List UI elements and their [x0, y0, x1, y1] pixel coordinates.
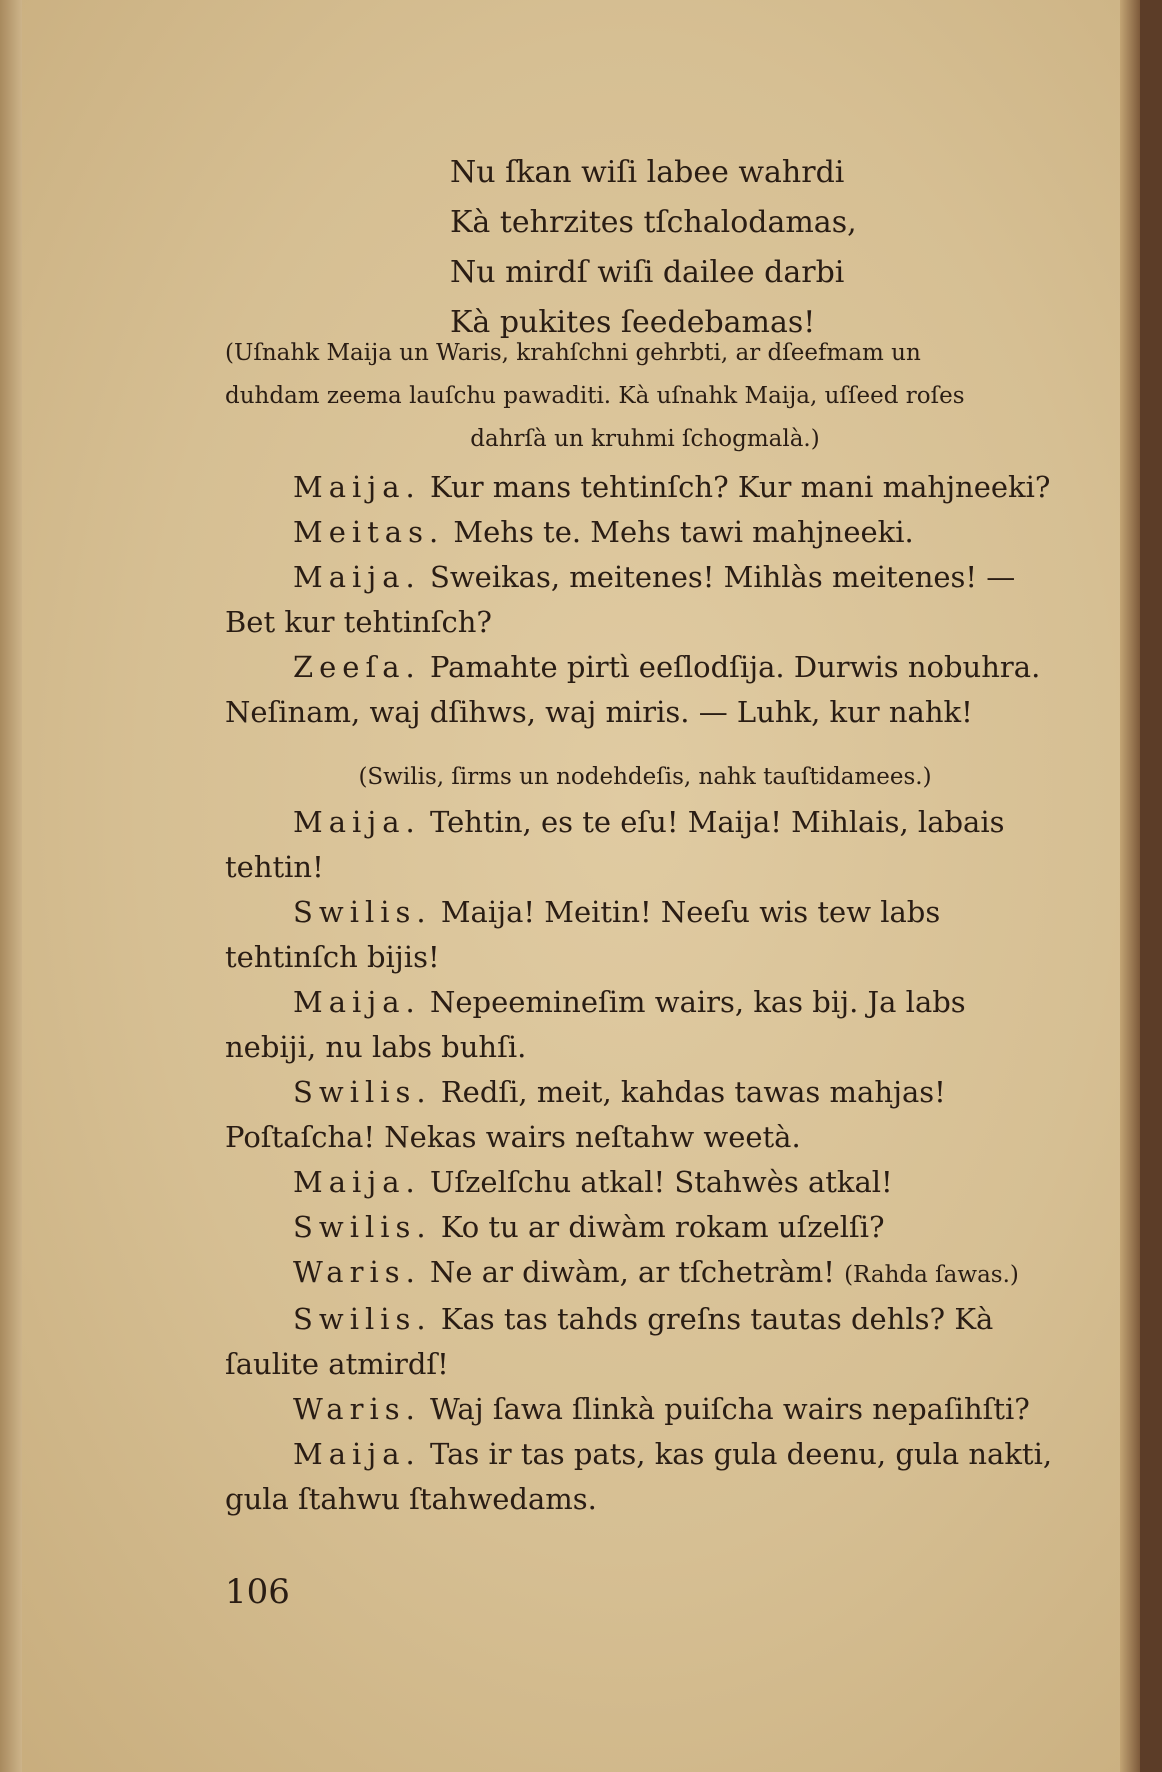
dialogue-line [225, 465, 1065, 510]
dialogue-text: Tehtin, es te eſu! Maija! Mihlais, labais tehtin! [225, 805, 1005, 884]
dialogue-line [225, 1387, 1065, 1432]
dialogue-text: Nepeemineſim wairs, kas bij. Ja labs nebiji, nu labs buhſi. [225, 985, 966, 1064]
page-number: 106 [225, 1572, 290, 1612]
dialogue-line [225, 1070, 1065, 1160]
dialogue-text: Ne ar diwàm, ar tſchetràm! [430, 1255, 835, 1289]
speaker-name: Maija. [293, 985, 421, 1019]
page-edge [1120, 0, 1140, 1772]
speaker-name: Swilis. [293, 1302, 432, 1336]
dialogue-text: Kur mans tehtinſch? Kur mani mahjneeki? [429, 470, 1051, 504]
speaker-name: Swilis. [293, 895, 432, 929]
dialogue-text: Kas tas tahds greſns tautas dehls? Kà ſaulite atmirdſ! [225, 1302, 994, 1381]
speaker-name: Maija. [293, 1165, 421, 1199]
dialogue-line [225, 1250, 1065, 1297]
dialogue-line [225, 1432, 1065, 1522]
stage-direction: (Swilis, ſirms un nodehdeſis, nahk tauſtidamees.) [358, 764, 932, 790]
speaker-name: Maija. [293, 560, 421, 594]
verse-line: Nu ſkan wiſi labee wahrdi [450, 155, 845, 190]
dialogue-block [225, 800, 1065, 1522]
dialogue-text: Mehs te. Mehs tawi mahjneeki. [453, 515, 914, 549]
speaker-name: Swilis. [293, 1210, 432, 1244]
verse-line: Kà pukites ſeedebamas! [450, 305, 816, 340]
dialogue-line [225, 980, 1065, 1070]
dialogue-line [225, 1297, 1065, 1387]
dialogue-line [225, 1205, 1065, 1250]
speaker-name: Maija. [293, 470, 421, 504]
dialogue-text: Sweikas, meitenes! Mihlàs meitenes! — Bet kur tehtinſch? [225, 560, 1016, 639]
speaker-name: Waris. [293, 1392, 421, 1426]
verse-line: Nu mirdſ wiſi dailee darbi [450, 255, 845, 290]
stage-direction-line: dahrſà un kruhmi ſchogmalà.) [470, 426, 820, 452]
speaker-name: Waris. [293, 1255, 421, 1289]
speaker-name: Swilis. [293, 1075, 432, 1109]
dialogue-line [225, 555, 1065, 645]
speaker-name: Maija. [293, 805, 421, 839]
dialogue-line [225, 645, 1065, 735]
stage-direction-line: duhdam zeema lauſchu pawaditi. Kà uſnahk Maija, uſſeed roſes [225, 383, 965, 409]
verse-block [450, 148, 1050, 348]
dialogue-block [225, 465, 1065, 735]
stage-direction [225, 332, 1065, 461]
book-spine-shadow [0, 0, 22, 1772]
dialogue-text: Tas ir tas pats, kas gula deenu, gula nakti, gula ſtahwu ſtahwedams. [225, 1437, 1053, 1516]
dialogue-text: Ko tu ar diwàm rokam uſzelſi? [440, 1210, 885, 1244]
speaker-name: Maija. [293, 1437, 421, 1471]
speaker-name: Meitas. [293, 515, 445, 549]
dialogue-line [225, 890, 1065, 980]
dialogue-line [225, 1160, 1065, 1205]
speaker-name: Zeeſa. [293, 650, 421, 684]
dialogue-text: Maija! Meitin! Neeſu wis tew labs tehtinſch bijis! [225, 895, 941, 974]
stage-direction-line: (Uſnahk Maija un Waris, krahſchni gehrbti, ar dſeefmam un [225, 340, 921, 366]
dialogue-text: Uſzelſchu atkal! Stahwès atkal! [429, 1165, 893, 1199]
verse-line: Kà tehrzites tſchalodamas, [450, 205, 857, 240]
dialogue-text: Waj ſawa ſlinkà puiſcha wairs nepaſihſti? [430, 1392, 1030, 1426]
stage-aside: (Rahda ſawas.) [844, 1262, 1019, 1288]
dialogue-text: Redſi, meit, kahdas tawas mahjas! Poſtaſcha! Nekas wairs neſtahw weetà. [225, 1075, 946, 1154]
dialogue-line [225, 800, 1065, 890]
dialogue-text: Pamahte pirtì eeſlodſija. Durwis nobuhra. Neſinam, waj dſihws, waj miris. — Luhk, kur nahk! [225, 650, 1041, 729]
dialogue-line [225, 510, 1065, 555]
